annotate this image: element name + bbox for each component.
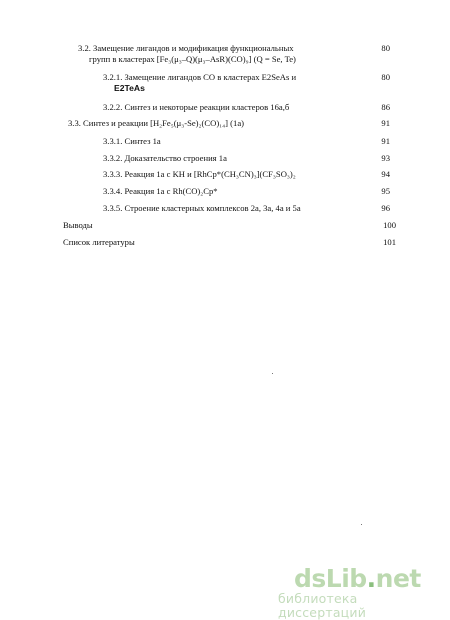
toc-entry-3-3-3: 3.3.3. Реакция 1а с KH и [RhCp*(CH₃CN)₃](CF₃SO₃)₂: [103, 169, 296, 179]
toc-entry-3-3-5: 3.3.5. Строение кластерных комплексов 2а, 3а, 4а и 5а: [103, 203, 301, 213]
toc-page-3-2-1: 80: [381, 72, 390, 82]
toc-page-conclusions: 100: [383, 220, 396, 230]
toc-entry-3-2-line1: 3.2. Замещение лигандов и модификация функциональных: [78, 43, 294, 53]
watermark: [278, 564, 444, 620]
toc-entry-3-3: 3.3. Синтез и реакции [H₂Fe₅(μ₃-Se)₂(CO)₁₄] (1а): [68, 118, 245, 128]
toc-entry-3-3-4: 3.3.4. Реакция 1а с Rh(CO)₂Cp*: [103, 186, 218, 196]
toc-entry-3-2-1-line2: E2TeAs: [114, 83, 145, 93]
toc-entry-references: Список литературы: [63, 237, 135, 247]
toc-entry-3-2-2: 3.2.2. Синтез и некоторые реакции кластеров 16а,б: [103, 102, 290, 112]
watermark-subtitle: библиотека диссертаций: [278, 591, 367, 620]
toc-page-references: 101: [383, 237, 396, 247]
toc-page-3-3: 91: [381, 118, 390, 128]
scan-speck: [272, 373, 273, 374]
toc-entry-3-3-2: 3.3.2. Доказательство строения 1а: [103, 153, 227, 163]
toc-page-3-3-2: 93: [381, 153, 390, 163]
scan-speck: [361, 524, 362, 525]
toc-entry-3-2-line2: групп в кластерах [Fe₃(μ₃–Q)(μ₃–AsR)(CO)₉] (Q = Se, Te): [89, 54, 296, 64]
toc-page-3-2: 80: [381, 43, 390, 53]
toc-page-3-3-3: 94: [381, 169, 390, 179]
toc-page-3-3-4: 95: [381, 186, 390, 196]
toc-entry-conclusions: Выводы: [63, 220, 93, 230]
toc-page-3-3-5: 96: [381, 203, 390, 213]
watermark-logo: dsLib.net: [294, 564, 421, 593]
toc-entry-3-3-1: 3.3.1. Синтез 1а: [103, 136, 161, 146]
toc-page-3-3-1: 91: [381, 136, 390, 146]
toc-entry-3-2-1-line1: 3.2.1. Замещение лигандов СО в кластерах Е2SeAs и: [103, 72, 297, 82]
toc-page-3-2-2: 86: [381, 102, 390, 112]
